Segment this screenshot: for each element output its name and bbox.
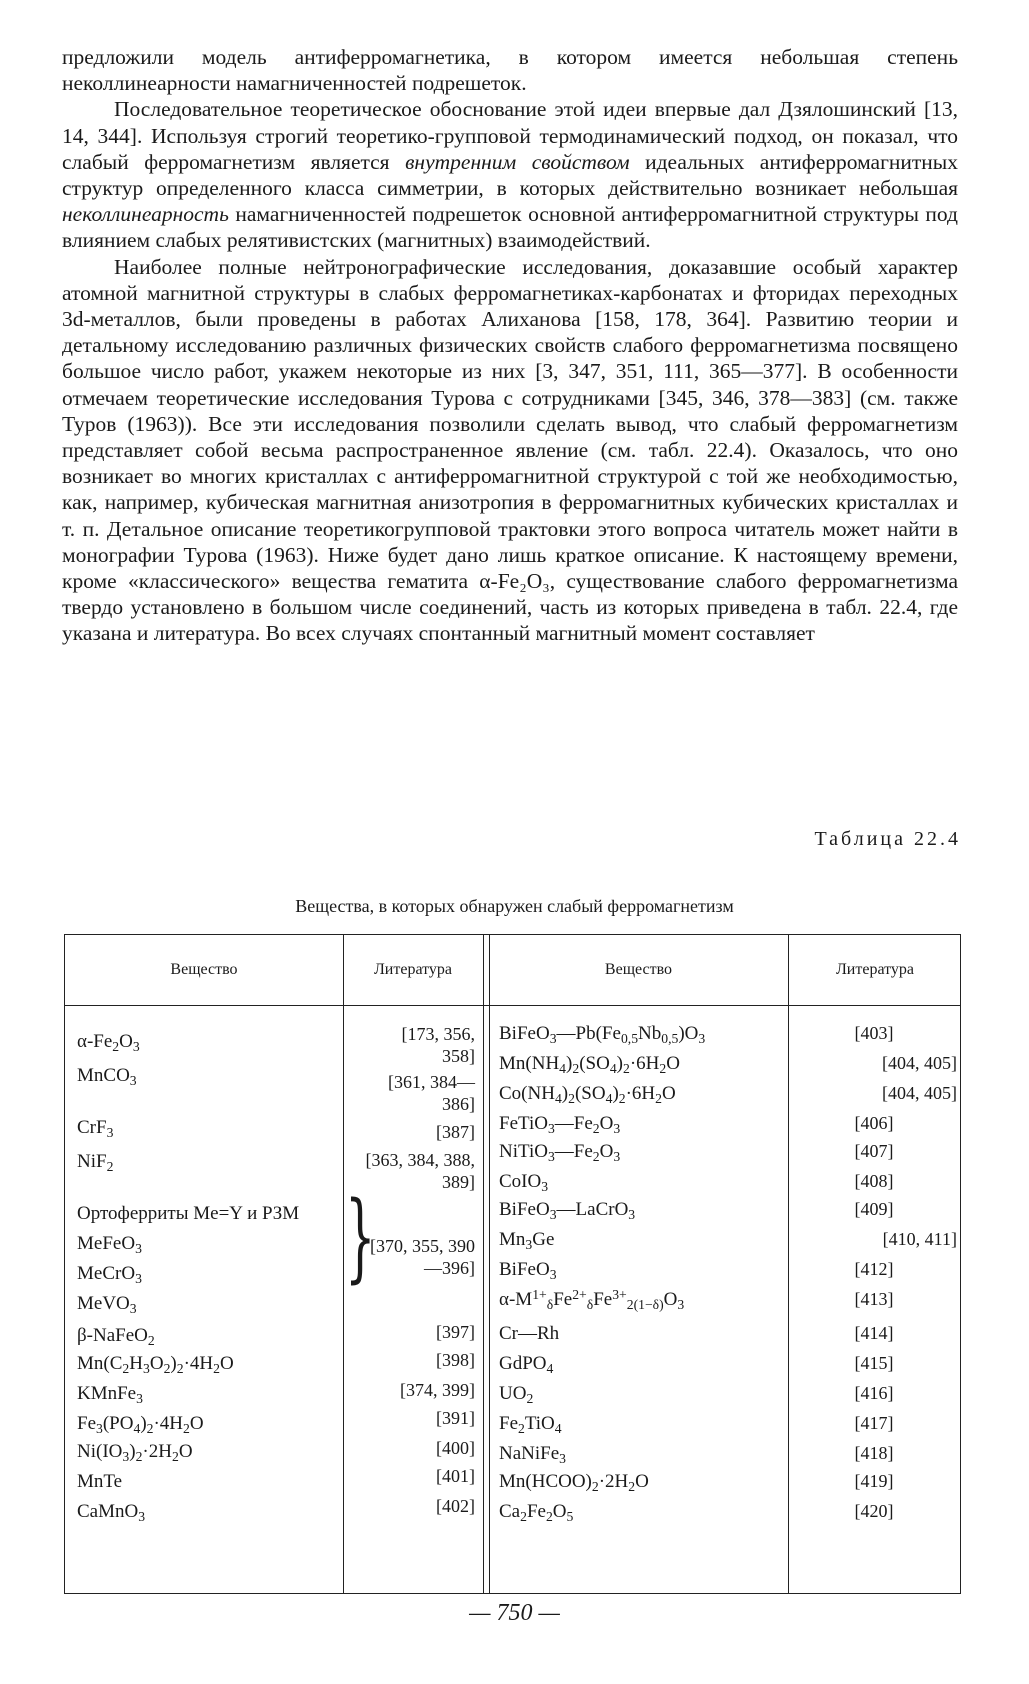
table-row-right-ref: [416] (854, 1383, 894, 1403)
table-row-left-substance: MnTe (77, 1471, 123, 1492)
table-row-left-substance: MeCrO$_3$ (77, 1263, 142, 1287)
table-row-right-substance: NaNiFe$_3$ (499, 1443, 566, 1467)
table-row-right-ref: [404, 405] (882, 1053, 957, 1073)
table-row-right-substance: $Mn(HCOO)_2\cdot 2H_2O$ (499, 1471, 649, 1495)
table-row-right-ref: [406] (854, 1113, 894, 1133)
table-row-right-substance: GdPO$_4$ (499, 1353, 554, 1377)
table-row-left-ref: [374, 399] (400, 1380, 475, 1400)
table-row-right-ref: [410, 411] (882, 1229, 957, 1249)
table-row-left-substance: CaMnO$_3$ (77, 1501, 146, 1525)
table-caption: Вещества, в которых обнаружен слабый ферромагнетизм (295, 896, 734, 916)
table-row-right-substance: Cr—Rh (499, 1323, 560, 1344)
table-row-right-substance: $Mn_3Ge$ (499, 1229, 555, 1253)
table-row-right-ref: [412] (854, 1259, 894, 1279)
table-row-right-ref: [407] (854, 1141, 894, 1161)
table-row-right-substance: BiFeO$_3$—LaCrO$_3$ (499, 1199, 636, 1223)
table-row-right-ref: [404, 405] (882, 1083, 957, 1103)
table-row-right-ref: [417] (854, 1413, 894, 1433)
table-row-right-ref: [415] (854, 1353, 894, 1373)
table-row-left-substance: $Fe_3(PO_4)_2\cdot 4H_2O$ (77, 1413, 204, 1437)
table-row-left-substance: Ортоферриты Me=Y и РЗМ (77, 1203, 300, 1224)
paragraph-2 (62, 96, 958, 253)
table-row-right-ref: [420] (854, 1501, 894, 1521)
table-row-left-substance: $Mn(C_2H_3O_2)_2\cdot 4H_2O$ (77, 1353, 234, 1377)
header-literature-left: Литература (373, 961, 453, 978)
table-row-right-substance: $FeTiO_3—Fe_2O_3$ (499, 1113, 621, 1137)
table-row-left-ref: [401] (436, 1466, 475, 1486)
paragraph-2-emphasis-1: внутренним свойством (405, 149, 630, 174)
table-row-right-ref: [409] (854, 1199, 894, 1219)
table-row-left-ref: [363, 384, 388, 389] (365, 1150, 475, 1192)
paragraph-2-part-c: намагниченностей подрешеток основной антиферромагнитной структуры под влиянием слабых релятивистских (магнитных) взаимодействий. (62, 202, 958, 253)
table-row-right-substance: $\alpha-M^{1+}_\delta Fe^{2+}_\delta Fe^{3+}_{2(1-\delta)}O_3$ (499, 1286, 685, 1313)
table-row-right-ref: [403] (854, 1023, 894, 1043)
page-number: — 750 — (469, 1600, 560, 1626)
table-row-left-ref: [398] (436, 1350, 475, 1370)
table-row-left-ref: [361, 384—386] (388, 1072, 475, 1114)
paragraph-1: предложили модель антиферромагнетика, в котором имеется небольшая степень неколлинеарности намагниченностей подрешеток. (62, 45, 958, 96)
table-row-right-substance: $Fe_2TiO_4$ (499, 1413, 562, 1437)
table-row-left-substance: NiF$_2$ (77, 1151, 114, 1175)
header-substance-right: Вещество (604, 961, 673, 978)
table-number: Таблица 22.4 (814, 828, 961, 850)
table-row-left-ref: [391] (436, 1408, 475, 1428)
table-row-left-ref: [402] (436, 1496, 475, 1516)
table-row-left-ref: [400] (436, 1438, 475, 1458)
table-row-left-ref: [370, 355, 390—396] (370, 1236, 475, 1278)
table-row-right-ref: [413] (854, 1289, 894, 1309)
header-literature-right: Литература (835, 961, 915, 978)
table-row-left-substance: $Ni(IO_3)_2\cdot 2H_2O$ (77, 1441, 193, 1465)
table-row-right-substance: $UO_2$ (499, 1383, 534, 1407)
table-row-left-substance: KMnFe$_3$ (77, 1383, 143, 1407)
table-row-left-substance: β-NaFeO$_2$ (77, 1325, 155, 1349)
brace-grouping: } (345, 1181, 376, 1293)
table-row-left-ref: [173, 356, 358] (401, 1024, 475, 1066)
paragraph-2-part-b: идеальных антиферромагнитных структур определенного класса симметрии, в которых действительно возникает небольшая (62, 149, 959, 201)
table-row-right-substance: $Ca_2Fe_2O_5$ (499, 1501, 574, 1525)
table-row-right-substance: $Co(NH_4)_2(SO_4)_2\cdot 6H_2O$ (499, 1083, 676, 1107)
table-row-right-substance: $Mn(NH_4)_2(SO_4)_2\cdot 6H_2O$ (499, 1053, 680, 1077)
table-row-left-substance: $\alpha-Fe_2O_3$ (77, 1031, 140, 1055)
table-row-left-substance: MeFeO$_3$ (77, 1233, 142, 1257)
paragraph-3: Наиболее полные нейтронографические исследования, доказавшие особый характер атомной магнитной структуры в слабых ферромагнетиках-карбонатах и фторидах переходных 3d-металлов, были проведены в работах Алиханова [158, 178, 364]. Развитию теории и детальному исследованию различных физических свойств слабого ферромагнетизма посвящено большое число работ, укажем некоторые из них [3, 347, 351, 111, 365—377]. В особенности отмечаем теоретические исследования Турова с сотрудниками [345, 346, 378—383] (см. также Туров (1963)). Все эти исследования позволили сделать вывод, что слабый ферромагнетизм представляет собой весьма распространенное явление (см. табл. 22.4). Оказалось, что оно возникает во многих кристаллах с антиферромагнитной структурой с той же необходимостью, как, например, кубическая магнитная анизотропия в ферромагнитных кубических кристаллах и т. п. Детальное описание теоретикогрупповой трактовки этого вопроса читатель может найти в монографии Турова (1963). Ниже будет дано лишь краткое описание. К настоящему времени, кроме «классического» вещества гематита α-Fe₂O₃, существование слабого ферромагнетизма твердо установлено в большом числе соединений, часть из которых приведена в табл. 22.4, где указана и литература. Во всех случаях спонтанный магнитный момент составляет (62, 254, 958, 646)
table-row-left-ref: [397] (436, 1322, 475, 1342)
table-row-left-substance: MeVO$_3$ (77, 1293, 137, 1317)
table-row-right-ref: [414] (854, 1323, 894, 1343)
body-text (62, 44, 958, 647)
table-row-right-ref: [418] (854, 1443, 894, 1463)
table-row-right-substance: CoIO$_3$ (499, 1171, 549, 1195)
paragraph-2-emphasis-2: неколлинеарность (62, 202, 229, 227)
table-row-left-substance: MnCO$_3$ (77, 1065, 137, 1089)
table-row-right-substance: $NiTiO_3—Fe_2O_3$ (499, 1141, 621, 1165)
header-substance-left: Вещество (170, 961, 238, 978)
paragraph-2-part-a: Последовательное теоретическое обоснование этой идеи впервые дал Дзялошинский [13, 14, 344]. Используя строгий теоретико-групповой термодинамический подход, он показал, что слабый ферромагнетизм является (62, 97, 958, 174)
table-row-right-ref: [419] (854, 1471, 894, 1491)
table-row-right-substance: BiFeO$_3$ (499, 1259, 557, 1283)
substances-table (64, 934, 961, 1594)
table-row-left-ref: [387] (436, 1122, 475, 1142)
table-row-right-ref: [408] (854, 1171, 894, 1191)
table-row-right-substance: $BiFeO_3—Pb(Fe_{0,5}Nb_{0,5})O_3$ (499, 1023, 706, 1047)
table-row-left-substance: CrF$_3$ (77, 1117, 114, 1141)
